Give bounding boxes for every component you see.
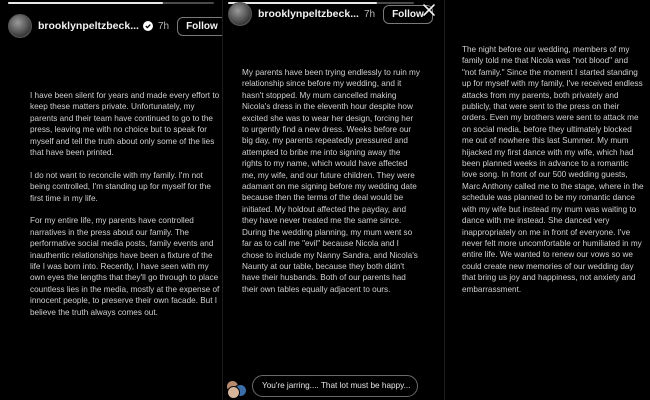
story-progress-bar — [8, 2, 214, 4]
verified-badge-icon — [143, 21, 153, 31]
story-paragraph: My parents have been trying endlessly to ruin my relationship since before my wedding, and it hasn't stopped. My mum cancelled making Nicola's dress in the eleventh hour despite how excited she was to wear her design, forcing her to urgently find a new dress. Weeks before our big day, my parents repeatedly pressured and attempted to bribe me into signing away the rights to my name, which would have affected me, my wife, and our future children. They were adamant on me signing before my wedding date because then the terms of the deal would be initiated. My holdout affected the payday, and they have never treated me the same since. During the wedding planning, my mum went so far as to call me "evil" because Nicola and I chose to include my Nanny Sandra, and Nicola's Naunty at our table, because they both didn't have their husbands. Both of our parents had their own tables equally adjacent to ours. — [242, 68, 420, 294]
story-header — [228, 2, 433, 26]
viewer-avatar — [227, 386, 240, 399]
story-text — [462, 44, 644, 306]
panel-divider — [444, 0, 445, 400]
story-text — [242, 67, 422, 307]
story-paragraph: The night before our wedding, members of my family told me that Nicola was "not blood" and "not family." Since the moment I started standing up for myself with my family, I've received endless attacks from my parents, both privately and publicly, that were sent to the press on their orders. Even my brothers were sent to attack me on social media, before they ultimately blocked me out of nowhere this last Summer. My mum hijacked my first dance with my wife, which had been planned weeks in advance to a romantic love song. In front of our 500 wedding guests, Marc Anthony called me to the stage, where in the schedule was planned to be my romantic dance with my wife but instead my mum was waiting to dance with me instead. She danced very inappropriately on me in front of everyone. I've never felt more uncomfortable or humiliated in my entire life. We wanted to renew our vows so we could create new memories of our wedding day that bring us joy and happiness, not anxiety and embarrassment. — [462, 45, 644, 294]
story-paragraph: For my entire life, my parents have controlled narratives in the press about our family. The performative social media posts, family events and inauthentic relationships have been a fixture of the life I was born into. Recently, I have seen with my own eyes the lengths that they'll go through to place countless lies in the media, mostly at the expense of innocent people, to preserve their own facade. But I believe the truth always comes out. — [30, 216, 220, 317]
story-panel-2[interactable] — [222, 0, 444, 400]
follow-button[interactable]: Follow — [383, 5, 433, 24]
story-paragraph: I do not want to reconcile with my family. I'm not being controlled, I'm standing up for myself for the first time in my life. — [30, 170, 211, 203]
story-progress-fill — [8, 2, 163, 4]
follow-button[interactable]: Follow — [177, 17, 222, 36]
story-panel-1[interactable] — [0, 0, 222, 400]
panel-divider — [222, 0, 223, 400]
avatar[interactable] — [8, 14, 32, 38]
viewer-avatars — [226, 380, 248, 396]
avatar[interactable] — [228, 2, 252, 26]
story-paragraph: I have been silent for years and made every effort to keep these matters private. Unfortunately, my parents and their team have continued to go to the press, leaving me with no choice but to speak for myself and tell the truth about only some of the lies that have been printed. — [30, 91, 220, 158]
post-time: 7h — [157, 20, 170, 32]
story-text — [30, 90, 220, 329]
story-panel-3[interactable] — [444, 0, 650, 400]
username[interactable]: brooklynpeltzbeck... — [258, 8, 359, 20]
post-time: 7h — [363, 8, 376, 20]
close-icon[interactable] — [421, 2, 437, 18]
story-header — [8, 14, 222, 38]
reply-input[interactable]: You're jarring.... That lot must be happy... — [252, 375, 418, 397]
username[interactable]: brooklynpeltzbeck... — [38, 20, 139, 32]
